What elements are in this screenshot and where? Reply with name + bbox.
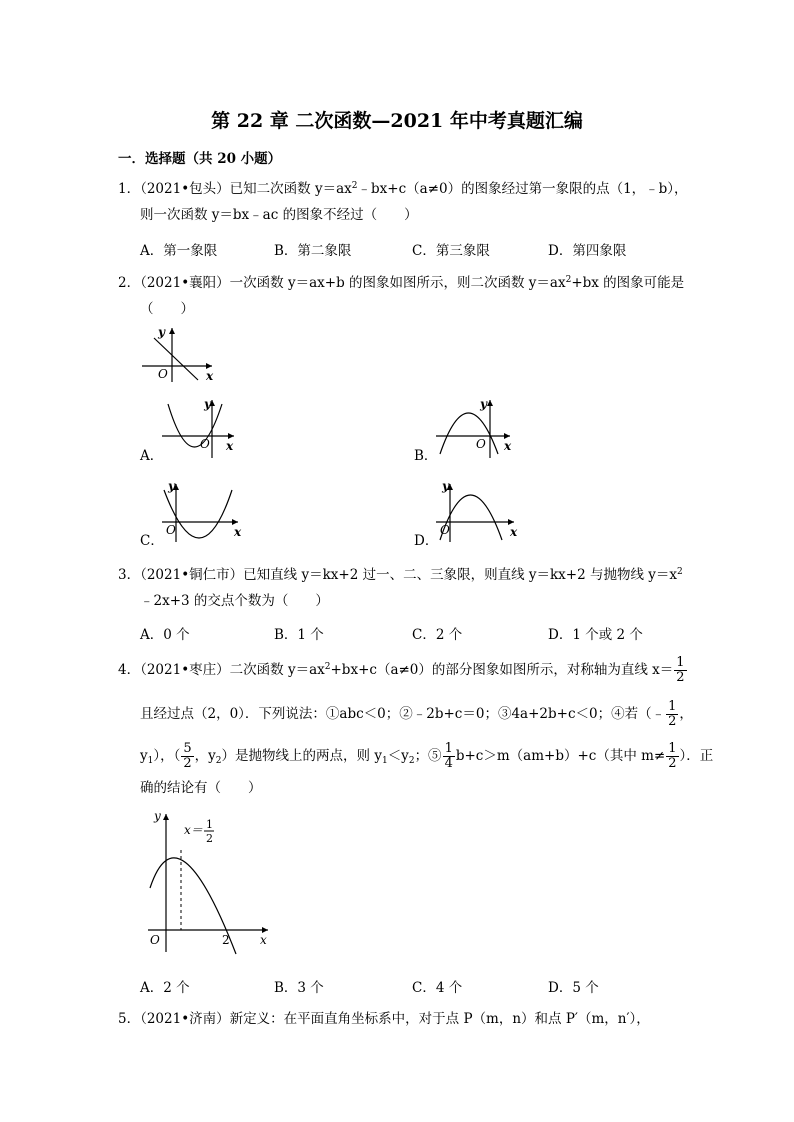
fraction-half: $\frac{1}{2}$ xyxy=(676,655,685,685)
q2-x-label: x xyxy=(206,369,214,383)
q2-option-a-graph xyxy=(160,394,242,460)
q1-option-d: D．第四象限 xyxy=(548,243,627,259)
option-a-origin-label: O xyxy=(200,437,210,451)
q2-option-d-graph xyxy=(434,478,520,544)
page-title: 第 22 章 二次函数—2021 年中考真题汇编 xyxy=(211,110,583,132)
q3-option-d: D．1 个或 2 个 xyxy=(548,627,643,643)
q4-option-c: C．4 个 xyxy=(412,980,463,996)
q4-axis-num: 1 xyxy=(206,818,213,831)
q4-origin-label: O xyxy=(150,933,160,947)
q2-linear-graph xyxy=(140,322,220,384)
option-b-y-label: y xyxy=(480,397,487,411)
q5-line1: 5．（2021•济南）新定义：在平面直角坐标系中，对于点 P（m，n）和点 P′（m，n′）， xyxy=(118,1011,650,1027)
q4-axis-den: 2 xyxy=(206,832,213,845)
q4-option-d: D．5 个 xyxy=(548,980,599,996)
option-d-y-label: y xyxy=(442,479,449,493)
q2-line1: 2．（2021•襄阳）一次函数 y＝ax+b 的图象如图所示，则二次函数 $y=ax^2+bx$ 的图象可能是 xyxy=(118,275,685,291)
q3-line1: 3．（2021•铜仁市）已知直线 y＝kx+2 过一、二、三象限，则直线 y＝kx+2 与抛物线 $y=x^2$ xyxy=(118,567,683,583)
option-a-x-label: x xyxy=(226,439,234,453)
q1-line2: 则一次函数 y＝bx﹣ac 的图象不经过（ ） xyxy=(140,207,418,223)
q2-option-d: D． xyxy=(414,533,439,549)
option-b-x-label: x xyxy=(504,439,512,453)
fraction-quarter: $\frac{1}{4}$ xyxy=(444,741,453,771)
q3-option-a: A．0 个 xyxy=(140,627,190,643)
q4-line3: $y_1$），（ $\frac{5}{2}$ ，$y_2$）是抛物线上的两点，则 $y_1<y_2$；⑤ $\frac{1}{4}$ b+c＞m（am+b）+c（其中 m≠ $\frac{1}{2}$ ）．正 xyxy=(140,741,714,771)
q4-y-label: y xyxy=(154,809,161,823)
section-heading: 一．选择题（共 20 小题） xyxy=(118,151,282,167)
q1-option-b: B．第二象限 xyxy=(274,243,352,259)
q1-option-c: C．第三象限 xyxy=(412,243,490,259)
q2-y-label: y xyxy=(158,325,165,339)
option-c-origin-label: O xyxy=(166,523,176,537)
q2-option-a: A． xyxy=(140,448,164,464)
q4-axis-eq: x＝ xyxy=(184,823,203,837)
q2-option-b: B． xyxy=(414,448,438,464)
fraction-five-half: $\frac{5}{2}$ xyxy=(183,741,192,771)
q4-line2: 且经过点（2，0）．下列说法：①abc＜0；②﹣2b+c＝0；③4a+2b+c＜0；④若（﹣ $\frac{1}{2}$ ， xyxy=(140,699,693,729)
q4-parabola-graph xyxy=(140,806,280,956)
option-d-origin-label: O xyxy=(440,523,450,537)
q4-tick-two: 2 xyxy=(222,933,230,947)
q2-option-c-graph xyxy=(160,478,246,544)
q3-option-c: C．2 个 xyxy=(412,627,463,643)
option-b-origin-label: O xyxy=(476,437,486,451)
q2-line2: （ ） xyxy=(140,301,194,317)
q2-option-c: C． xyxy=(140,533,164,549)
fraction-half: $\frac{1}{2}$ xyxy=(668,699,677,729)
q3-option-b: B．1 个 xyxy=(274,627,324,643)
q4-line1: 4．（2021•枣庄）二次函数 $y=ax^2+bx+c(a\ne 0)$的部分图象如图所示，对称轴为直线 x＝ $\frac{1}{2}$ xyxy=(118,655,685,685)
option-d-x-label: x xyxy=(510,525,518,539)
q2-origin-label: O xyxy=(158,367,168,381)
q4-option-b: B．3 个 xyxy=(274,980,324,996)
q1-option-a: A．第一象限 xyxy=(140,243,218,259)
fraction-half: $\frac{1}{2}$ xyxy=(668,741,677,771)
q4-option-a: A．2 个 xyxy=(140,980,190,996)
q4-line4: 确的结论有（ ） xyxy=(140,780,262,796)
q2-option-b-graph xyxy=(434,394,518,460)
option-a-y-label: y xyxy=(204,397,211,411)
option-c-x-label: x xyxy=(234,525,242,539)
option-c-y-label: y xyxy=(168,479,175,493)
q3-line2: ﹣2x+3 的交点个数为（ ） xyxy=(140,593,329,609)
q1-line1: 1．（2021•包头）已知二次函数 $y=ax^2﹣bx+c(a\ne 0)$的图象经过第一象限的点（1，﹣b）， xyxy=(118,181,688,197)
q4-x-label: x xyxy=(260,933,267,947)
